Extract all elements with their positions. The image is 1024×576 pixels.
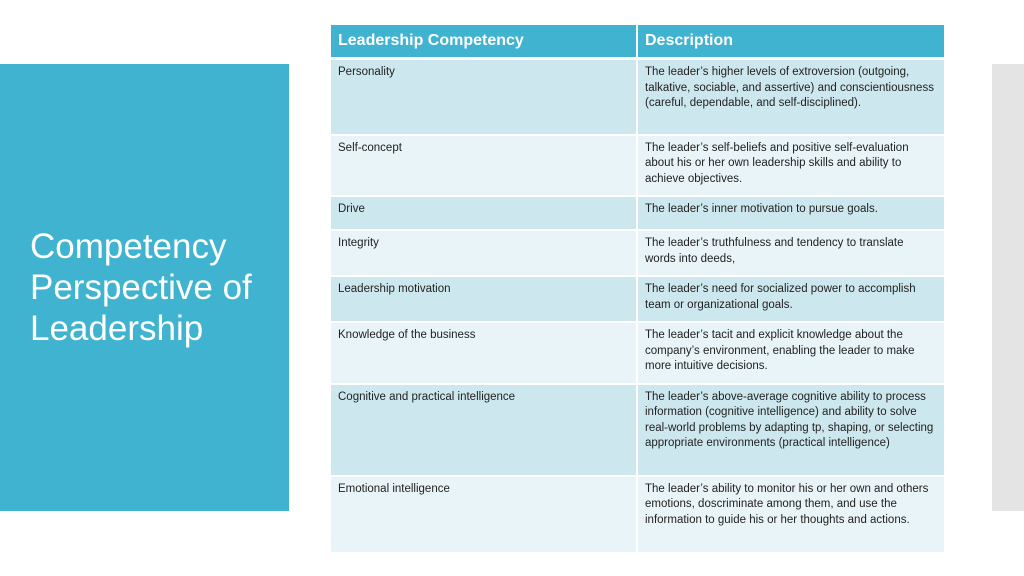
table-row <box>331 384 944 476</box>
competency-cell: Leadership motivation <box>331 276 637 322</box>
description-cell: The leader’s self-beliefs and positive self-evaluation about his or her own leadership skills and ability to achieve objectives. <box>637 135 944 197</box>
competency-table <box>331 25 944 552</box>
description-cell: The leader’s ability to monitor his or her own and others emotions, doscriminate among them, and use the information to guide his or her thoughts and actions. <box>637 476 944 552</box>
competency-cell: Integrity <box>331 230 637 276</box>
table-row <box>331 135 944 197</box>
table-row <box>331 276 944 322</box>
description-cell: The leader’s need for socialized power to accomplish team or organizational goals. <box>637 276 944 322</box>
competency-cell: Knowledge of the business <box>331 322 637 384</box>
title-panel <box>0 64 289 511</box>
competency-cell: Emotional intelligence <box>331 476 637 552</box>
competency-cell: Self-concept <box>331 135 637 197</box>
slide-title: Competency Perspective of Leadership <box>30 227 252 348</box>
competency-cell: Drive <box>331 196 637 230</box>
table-row <box>331 230 944 276</box>
description-cell: The leader’s inner motivation to pursue goals. <box>637 196 944 230</box>
competency-cell: Cognitive and practical intelligence <box>331 384 637 476</box>
description-cell: The leader’s higher levels of extroversion (outgoing, talkative, sociable, and assertive) and conscientiousness (careful, dependable, and self-disciplined). <box>637 59 944 135</box>
description-cell: The leader’s tacit and explicit knowledge about the company’s environment, enabling the leader to make more intuitive decisions. <box>637 322 944 384</box>
table-row <box>331 196 944 230</box>
table-row <box>331 322 944 384</box>
description-cell: The leader’s above-average cognitive ability to process information (cognitive intelligence) and ability to solve real-world problems by adapting tp, shaping, or selecting appropriate environments (practical intelligence) <box>637 384 944 476</box>
table-header-row <box>331 25 944 59</box>
right-decorative-strip <box>992 64 1024 511</box>
competency-cell: Personality <box>331 59 637 135</box>
header-competency: Leadership Competency <box>331 25 637 59</box>
description-cell: The leader’s truthfulness and tendency to translate words into deeds, <box>637 230 944 276</box>
table-row <box>331 476 944 552</box>
table-row <box>331 59 944 135</box>
header-description: Description <box>637 25 944 59</box>
